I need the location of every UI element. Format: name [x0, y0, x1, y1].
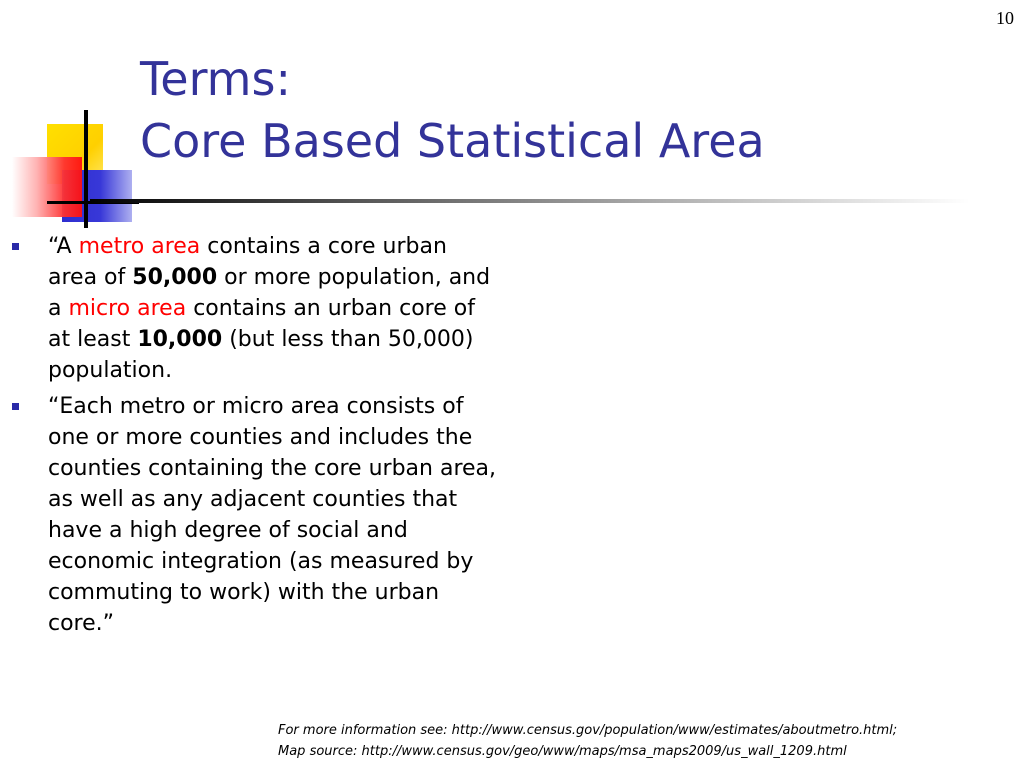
bullet-text	[48, 234, 490, 383]
bullet-list	[10, 231, 500, 644]
title-line-1: Terms:	[140, 52, 291, 106]
vertical-rule	[84, 110, 88, 228]
text-segment: (but less than 50,000) population.	[48, 327, 474, 383]
title-line-2: Core Based Statistical Area	[140, 114, 765, 168]
red-square	[12, 157, 82, 217]
micro-area-term: micro area	[68, 296, 187, 321]
decorative-squares-logo	[0, 100, 150, 230]
square-bullet-icon	[12, 243, 19, 250]
slide-title	[140, 48, 765, 172]
metro-threshold-value: 50,000	[132, 265, 218, 290]
source-footnote	[278, 720, 1018, 762]
footnote-map-source-line: Map source: http://www.census.gov/geo/www/maps/msa_maps2009/us_wall_1209.html	[278, 744, 847, 759]
square-bullet-icon	[12, 403, 19, 410]
metro-area-term: metro area	[78, 234, 201, 259]
bullet-item-counties	[10, 391, 500, 639]
bullet-item-definition	[10, 231, 500, 386]
text-segment: “A	[48, 234, 79, 259]
micro-threshold-value: 10,000	[137, 327, 223, 352]
text-segment: contains an urban core of at least	[48, 296, 475, 352]
slide-number: 10	[996, 8, 1014, 28]
bullet-text: “Each metro or micro area consists of one or more counties and includes the counties containing the core urban area, as well as any adjacent counties that have a high degree of social and economic integration (as measured by commuting to work) with the urban core.”	[48, 394, 497, 636]
text-segment: contains a core urban area of	[48, 234, 447, 290]
footnote-info-line: For more information see: http://www.census.gov/population/www/estimates/aboutmetro.html;	[278, 723, 898, 738]
text-segment: or more population, and a	[48, 265, 491, 321]
title-underline	[90, 199, 970, 203]
